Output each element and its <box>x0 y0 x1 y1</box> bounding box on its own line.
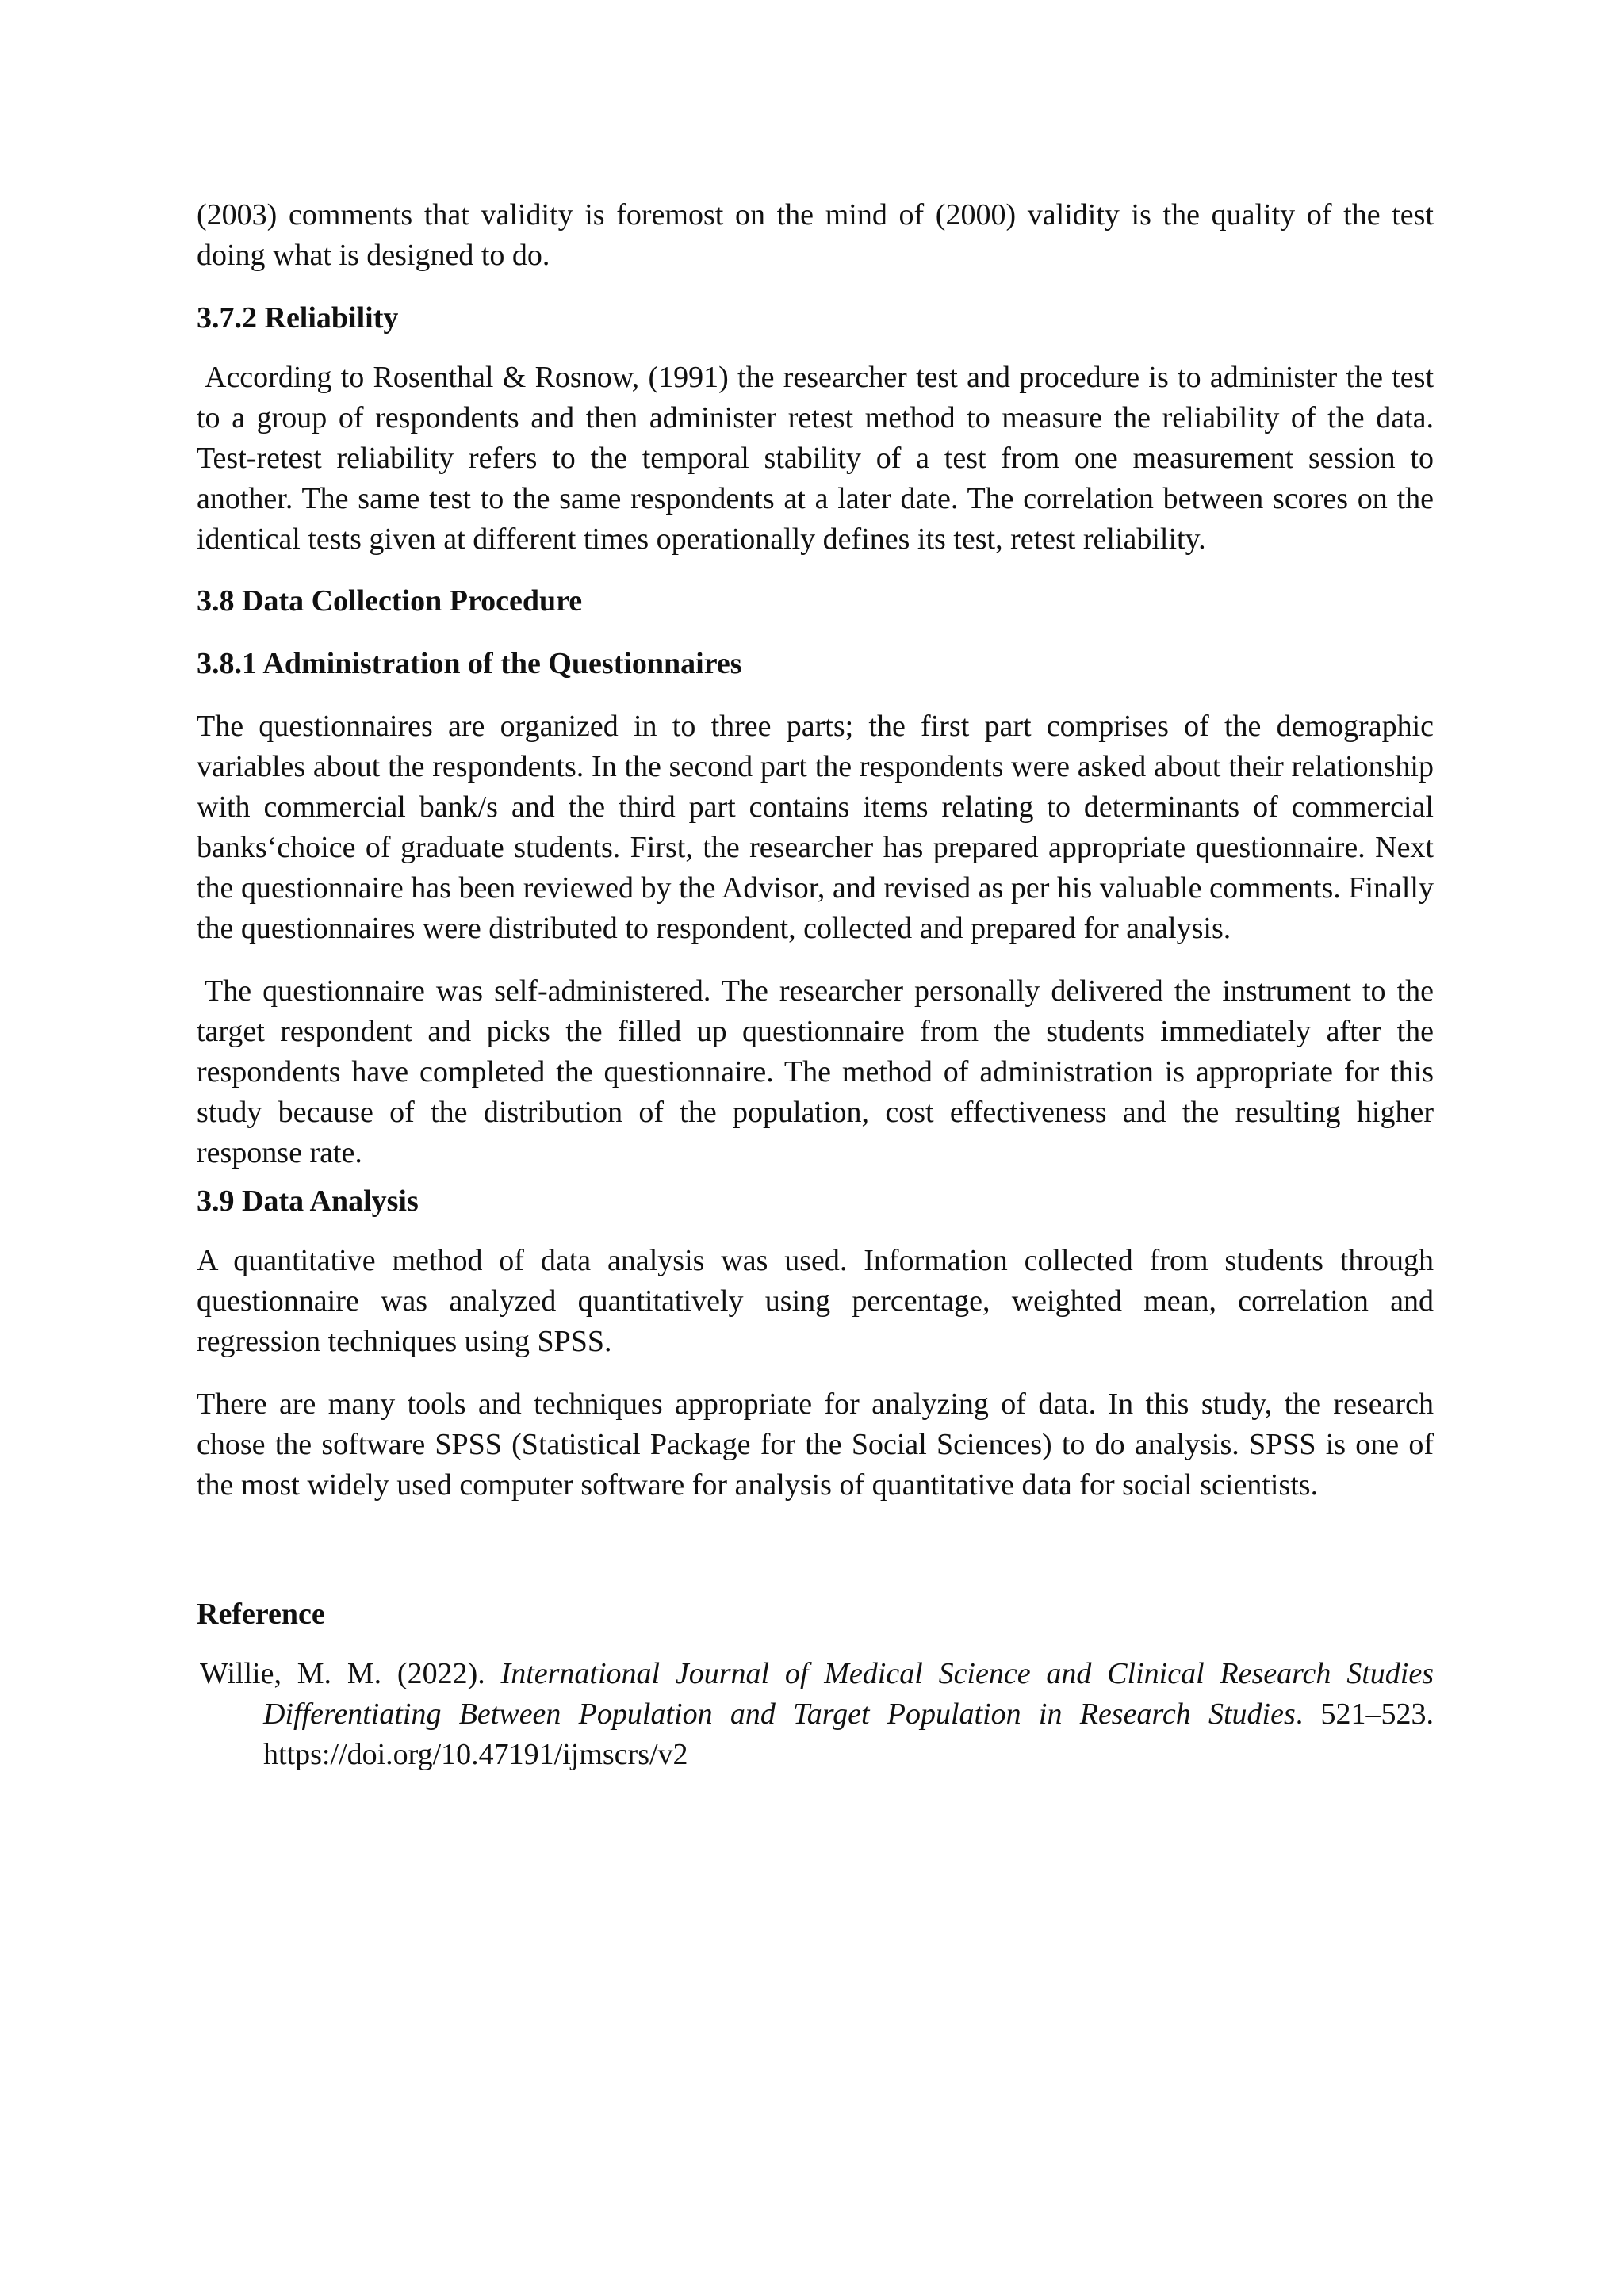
reference-doi-link[interactable]: https://doi.org/10.47191/ijmscrs/v2 <box>263 1738 688 1771</box>
heading-administration: 3.8.1 Administration of the Questionnaires <box>197 647 742 680</box>
administration-paragraph-1: The questionnaires are organized in to three parts; the first part comprises of the demographic variables about the respondents. In the second part the respondents were asked about their relationship with commercial bank/s and the third part contains items relating to determinants of commercial banks‘choice of graduate students. First, the researcher has prepared appropriate questionnaire. Next the questionnaire has been reviewed by the Advisor, and revised as per his valuable comments. Finally the questionnaires were distributed to respondent, collected and prepared for analysis. <box>197 710 1434 945</box>
reference-title: International Journal of Medical Science and Clinical Research Studies Differentiating Between Population and Target Population in Research Studies <box>263 1657 1434 1731</box>
heading-reliability: 3.7.2 Reliability <box>197 301 399 335</box>
analysis-paragraph-2: There are many tools and techniques appropriate for analyzing of data. In this study, the research chose the software SPSS (Statistical Package for the Social Sciences) to do analysis. SPSS is one of the most widely used computer software for analysis of quantitative data for social scientists. <box>197 1387 1434 1502</box>
heading-data-collection: 3.8 Data Collection Procedure <box>197 584 583 618</box>
analysis-paragraph-1: A quantitative method of data analysis was used. Information collected from students through questionnaire was analyzed quantitatively using percentage, weighted mean, correlation and regression techniques using SPSS. <box>197 1244 1434 1358</box>
reference-entry <box>197 1654 1434 1775</box>
administration-paragraph-2: The questionnaire was self-administered. The researcher personally delivered the instrument to the target respondent and picks the filled up questionnaire from the students immediately after the respondents have completed the questionnaire. The method of administration is appropriate for this study because of the distribution of the population, cost effectiveness and the resulting higher response rate. <box>197 974 1434 1169</box>
reference-pages: . 521–523. <box>1295 1697 1434 1731</box>
reliability-paragraph: According to Rosenthal & Rosnow, (1991) the researcher test and procedure is to administer the test to a group of respondents and then administer retest method to measure the reliability of the data. Test-retest reliability refers to the temporal stability of a test from one measurement session to another. The same test to the same respondents at a later date. The correlation between scores on the identical tests given at different times operationally defines its test, retest reliability. <box>197 361 1434 556</box>
heading-reference: Reference <box>197 1598 325 1631</box>
reference-authors-year: Willie, M. M. (2022). <box>200 1657 501 1690</box>
heading-data-analysis: 3.9 Data Analysis <box>197 1184 419 1218</box>
document-page <box>197 195 1434 1775</box>
intro-paragraph: (2003) comments that validity is foremost on the mind of (2000) validity is the quality of the test doing what is designed to do. <box>197 198 1434 272</box>
